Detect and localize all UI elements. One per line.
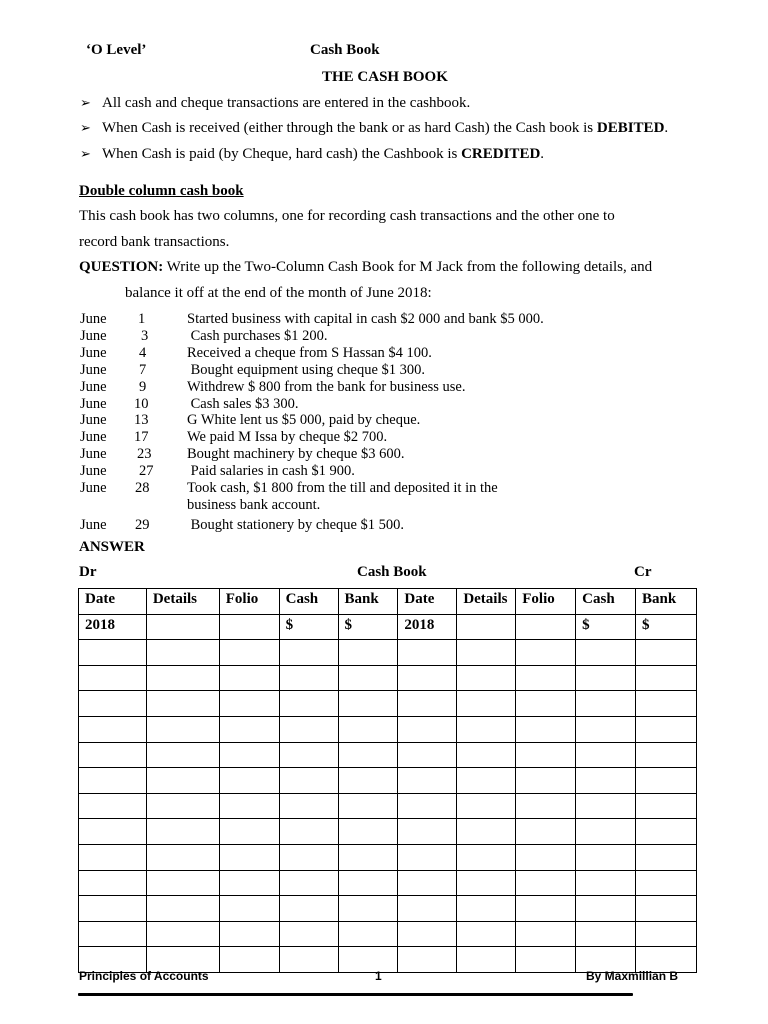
list-item [80, 362, 544, 379]
table-row [79, 716, 697, 742]
table-cell [79, 640, 147, 666]
table-cell: $ [338, 614, 398, 640]
table-row [79, 844, 697, 870]
table-subheader-row [79, 614, 697, 640]
table-cell [457, 742, 516, 768]
list-item [80, 379, 544, 396]
table-cell [636, 896, 697, 922]
bullet-text: All cash and cheque transactions are entered in the cashbook. [102, 95, 471, 111]
table-cell [516, 844, 576, 870]
table-cell [338, 896, 398, 922]
transaction-text: Cash purchases $1 200. [187, 327, 328, 344]
table-cell [398, 921, 457, 947]
table-row [79, 819, 697, 845]
table-cell [338, 691, 398, 717]
table-cell [146, 896, 219, 922]
bullet-item [80, 120, 668, 137]
table-cell [338, 640, 398, 666]
table-cell [398, 819, 457, 845]
column-header: Cash [279, 589, 338, 615]
credit-label: Cr [634, 564, 652, 580]
table-row [79, 640, 697, 666]
month: June [80, 395, 107, 412]
table-cell [576, 691, 636, 717]
table-cell [636, 921, 697, 947]
month: June [80, 429, 107, 446]
table-cell [516, 768, 576, 794]
table-cell [219, 870, 279, 896]
section-heading: Double column cash book [79, 183, 244, 199]
table-cell [279, 844, 338, 870]
table-cell [279, 691, 338, 717]
list-item [80, 517, 544, 534]
arrow-bullet-icon: ➢ [80, 96, 91, 111]
transaction-text: Bought stationery by cheque $1 500. [187, 516, 405, 533]
day: 4 [139, 344, 147, 361]
table-cell [576, 665, 636, 691]
table-cell [219, 665, 279, 691]
table-cell [576, 896, 636, 922]
table-cell [146, 921, 219, 947]
transaction-text: Started business with capital in cash $2 000 and bank $5 000. [187, 311, 544, 327]
table-cell [516, 665, 576, 691]
footer-right: By Maxmillian B [586, 969, 679, 983]
table-cell [516, 691, 576, 717]
table-cell: $ [279, 614, 338, 640]
table-cell [398, 716, 457, 742]
table-cell [279, 870, 338, 896]
table-cell [79, 793, 147, 819]
table-cell [636, 665, 697, 691]
month: June [80, 412, 107, 429]
table-cell [279, 793, 338, 819]
table-cell [457, 640, 516, 666]
table-cell [219, 793, 279, 819]
list-item [80, 412, 544, 429]
debit-label: Dr [79, 564, 97, 580]
list-item [80, 463, 544, 480]
month: June [80, 378, 107, 395]
table-cell [338, 844, 398, 870]
table-cell [457, 844, 516, 870]
table-cell [279, 896, 338, 922]
list-item [80, 480, 544, 497]
month: June [80, 344, 107, 361]
table-cell [146, 768, 219, 794]
bullet-item [80, 146, 544, 163]
table-cell [516, 793, 576, 819]
table-cell [457, 614, 516, 640]
table-cell [636, 691, 697, 717]
table-cell [146, 844, 219, 870]
day: 28 [135, 480, 150, 497]
bullet-suffix: . [664, 120, 669, 136]
table-cell [457, 896, 516, 922]
table-cell [576, 640, 636, 666]
table-cell [79, 716, 147, 742]
column-header: Bank [338, 589, 398, 615]
table-cell [576, 844, 636, 870]
table-row [79, 793, 697, 819]
list-item [80, 328, 544, 345]
month [80, 497, 130, 514]
table-cell [219, 947, 279, 973]
table-cell [219, 742, 279, 768]
table-row [79, 665, 697, 691]
day: 27 [139, 463, 154, 480]
day [130, 497, 187, 514]
table-cell [516, 947, 576, 973]
table-cell [576, 768, 636, 794]
table-cell [457, 870, 516, 896]
table-cell [219, 614, 279, 640]
table-cell [338, 716, 398, 742]
table-cell [636, 768, 697, 794]
table-cell [398, 844, 457, 870]
table-cell [636, 640, 697, 666]
table-cell [79, 870, 147, 896]
column-header: Date [79, 589, 147, 615]
table-cell [398, 870, 457, 896]
month: June [80, 446, 107, 463]
table-cell [398, 640, 457, 666]
description-line: This cash book has two columns, one for recording cash transactions and the other one to [79, 208, 615, 224]
bullet-emphasis: CREDITED [461, 146, 541, 162]
table-cell [146, 870, 219, 896]
column-header: Cash [576, 589, 636, 615]
table-cell [146, 742, 219, 768]
table-row [79, 768, 697, 794]
list-item [80, 311, 544, 328]
table-cell [338, 793, 398, 819]
table-cell [636, 742, 697, 768]
table-cell [576, 870, 636, 896]
table-cell [219, 844, 279, 870]
table-cell [516, 716, 576, 742]
table-cell [457, 793, 516, 819]
bullet-emphasis: DEBITED [596, 120, 665, 136]
table-cell [146, 614, 219, 640]
table-cell [338, 819, 398, 845]
table-cell [79, 768, 147, 794]
table-cell [219, 768, 279, 794]
table-cell [279, 819, 338, 845]
month: June [80, 327, 107, 344]
question-line [79, 259, 652, 276]
table-cell [338, 870, 398, 896]
bullet-text: When Cash is paid (by Cheque, hard cash) the Cashbook is [102, 146, 462, 162]
column-header: Details [146, 589, 219, 615]
table-cell [457, 768, 516, 794]
transaction-text: We paid M Issa by cheque $2 700. [187, 429, 388, 446]
table-cell [146, 716, 219, 742]
table-cell [398, 665, 457, 691]
table-cell [457, 947, 516, 973]
footer-left: Principles of Accounts [79, 969, 209, 983]
list-item [80, 396, 544, 413]
table-cell [576, 716, 636, 742]
bullet-text: When Cash is received (either through the bank or as hard Cash) the Cash book is [102, 120, 597, 136]
table-cell [79, 819, 147, 845]
table-cell [516, 921, 576, 947]
table-cell [338, 947, 398, 973]
level-label: ‘O Level’ [86, 42, 147, 58]
table-row [79, 691, 697, 717]
table-cell [338, 921, 398, 947]
table-cell [576, 793, 636, 819]
day: 23 [137, 446, 152, 463]
transaction-list [80, 311, 544, 534]
table-cell [279, 921, 338, 947]
column-header: Date [398, 589, 457, 615]
page-number: 1 [375, 969, 382, 983]
description-line: record bank transactions. [79, 234, 230, 250]
day: 3 [141, 327, 149, 344]
question-label: QUESTION: [79, 259, 164, 275]
table-cell: 2018 [398, 614, 457, 640]
table-header-row [79, 589, 697, 615]
table-cell [576, 921, 636, 947]
table-cell [576, 819, 636, 845]
column-header: Bank [636, 589, 697, 615]
list-item [80, 497, 544, 514]
table-cell [146, 691, 219, 717]
month: June [80, 480, 107, 497]
table-cell [219, 896, 279, 922]
table-row [79, 921, 697, 947]
table-cell [576, 742, 636, 768]
transaction-text: Received a cheque from S Hassan $4 100. [187, 344, 432, 361]
table-cell [146, 819, 219, 845]
table-cell [146, 665, 219, 691]
column-header: Folio [219, 589, 279, 615]
table-cell [279, 742, 338, 768]
table-cell [516, 742, 576, 768]
table-cell [79, 921, 147, 947]
transaction-text: Paid salaries in cash $1 900. [187, 463, 355, 480]
transaction-text: G White lent us $5 000, paid by cheque. [187, 412, 421, 429]
cashbook-table [78, 588, 697, 973]
bullet-suffix: . [540, 146, 545, 162]
month: June [80, 361, 107, 378]
cashbook-title: Cash Book [357, 564, 427, 580]
day: 10 [134, 395, 149, 412]
list-item [80, 446, 544, 463]
table-cell [398, 896, 457, 922]
day: 13 [134, 412, 149, 429]
month: June [80, 516, 107, 533]
page-title: THE CASH BOOK [322, 69, 448, 85]
table-cell [636, 844, 697, 870]
table-cell [279, 716, 338, 742]
table-cell [636, 716, 697, 742]
table-cell [79, 742, 147, 768]
table-cell [279, 947, 338, 973]
table-cell [219, 819, 279, 845]
transaction-text: Took cash, $1 800 from the till and deposited it in the [187, 480, 498, 497]
column-header: Details [457, 589, 516, 615]
subject-label: Cash Book [310, 42, 380, 58]
month: June [80, 463, 107, 480]
day: 7 [139, 361, 147, 378]
arrow-bullet-icon: ➢ [80, 121, 91, 136]
table-row [79, 896, 697, 922]
table-cell [516, 819, 576, 845]
table-cell [398, 691, 457, 717]
table-cell [516, 640, 576, 666]
table-cell [457, 819, 516, 845]
column-header: Folio [516, 589, 576, 615]
table-cell [219, 921, 279, 947]
table-cell [457, 716, 516, 742]
table-cell [398, 947, 457, 973]
table-cell [398, 793, 457, 819]
table-cell [79, 896, 147, 922]
table-cell [516, 614, 576, 640]
transaction-text: Bought machinery by cheque $3 600. [187, 446, 405, 463]
bullet-item [80, 95, 470, 112]
table-cell [146, 793, 219, 819]
table-cell [338, 665, 398, 691]
answer-label: ANSWER [79, 539, 145, 555]
table-cell [398, 742, 457, 768]
transaction-text: Bought equipment using cheque $1 300. [187, 361, 426, 378]
day: 9 [139, 378, 147, 395]
table-cell [79, 665, 147, 691]
table-row [79, 870, 697, 896]
table-cell [636, 819, 697, 845]
table-cell [219, 691, 279, 717]
table-cell [338, 768, 398, 794]
table-cell [636, 870, 697, 896]
table-cell [279, 768, 338, 794]
table-row [79, 742, 697, 768]
table-cell [457, 921, 516, 947]
table-cell [636, 793, 697, 819]
table-cell [279, 665, 338, 691]
list-item [80, 345, 544, 362]
day: 1 [138, 311, 146, 327]
table-cell [516, 870, 576, 896]
table-cell [516, 896, 576, 922]
footer-divider [78, 993, 633, 996]
list-item [80, 429, 544, 446]
transaction-text: Cash sales $3 300. [187, 395, 299, 412]
table-cell [79, 691, 147, 717]
arrow-bullet-icon: ➢ [80, 147, 91, 162]
table-cell [457, 691, 516, 717]
table-cell: $ [576, 614, 636, 640]
question-text: Write up the Two-Column Cash Book for M Jack from the following details, and [163, 259, 653, 275]
table-cell [219, 716, 279, 742]
transaction-text: Withdrew $ 800 from the bank for business use. [187, 378, 466, 395]
table-cell: $ [636, 614, 697, 640]
table-cell [146, 640, 219, 666]
table-cell: 2018 [79, 614, 147, 640]
day: 17 [134, 429, 149, 446]
day: 29 [135, 516, 150, 533]
table-cell [219, 640, 279, 666]
table-cell [457, 665, 516, 691]
table-cell [398, 768, 457, 794]
table-cell [338, 742, 398, 768]
question-line: balance it off at the end of the month of June 2018: [125, 285, 432, 301]
table-cell [279, 640, 338, 666]
transaction-text: business bank account. [187, 496, 321, 513]
table-cell [79, 844, 147, 870]
month: June [80, 311, 107, 327]
